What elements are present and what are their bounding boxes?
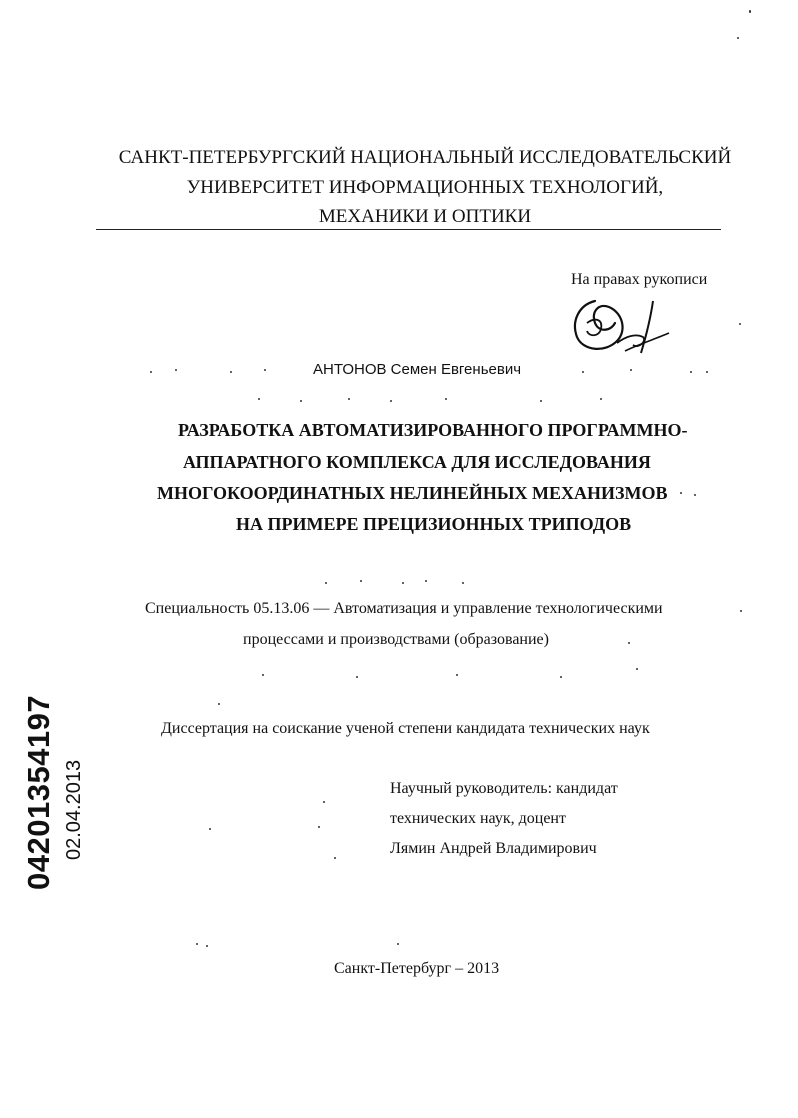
title-line-4: НА ПРИМЕРЕ ПРЕЦИЗИОННЫХ ТРИПОДОВ [236,514,632,534]
institution-line-3: МЕХАНИКИ И ОПТИКИ [318,206,532,227]
archive-number: 04201354197 [21,694,56,890]
header-divider [96,229,721,230]
archive-date: 02.04.2013 [63,759,85,860]
specialty-line-1: Специальность 05.13.06 — Автоматизация и управление технологическими [145,600,663,617]
title-line-2: АППАРАТНОГО КОМПЛЕКСА ДЛЯ ИССЛЕДОВАНИЯ [183,452,651,472]
title-line-3: МНОГОКООРДИНАТНЫХ НЕЛИНЕЙНЫХ МЕХАНИЗМОВ [157,483,668,503]
rights-note: На правах рукописи [571,271,708,288]
title-line-1: РАЗРАБОТКА АВТОМАТИЗИРОВАННОГО ПРОГРАММНО- [178,420,688,440]
dissertation-note: Диссертация на соискание ученой степени кандидата технических наук [161,720,650,737]
institution-line-1: САНКТ-ПЕТЕРБУРГСКИЙ НАЦИОНАЛЬНЫЙ ИССЛЕДОВАТЕЛЬСКИЙ [118,147,732,168]
author-name: АНТОНОВ Семен Евгеньевич [313,361,522,378]
specialty-line-2: процессами и производствами (образование) [243,631,549,648]
supervisor-line-3: Лямин Андрей Владимирович [390,840,597,857]
signature-mark [565,293,675,363]
supervisor-line-1: Научный руководитель: кандидат [390,780,618,797]
supervisor-line-2: технических наук, доцент [390,810,566,827]
place-year: Санкт-Петербург – 2013 [334,960,500,977]
institution-line-2: УНИВЕРСИТЕТ ИНФОРМАЦИОННЫХ ТЕХНОЛОГИЙ, [186,177,664,198]
